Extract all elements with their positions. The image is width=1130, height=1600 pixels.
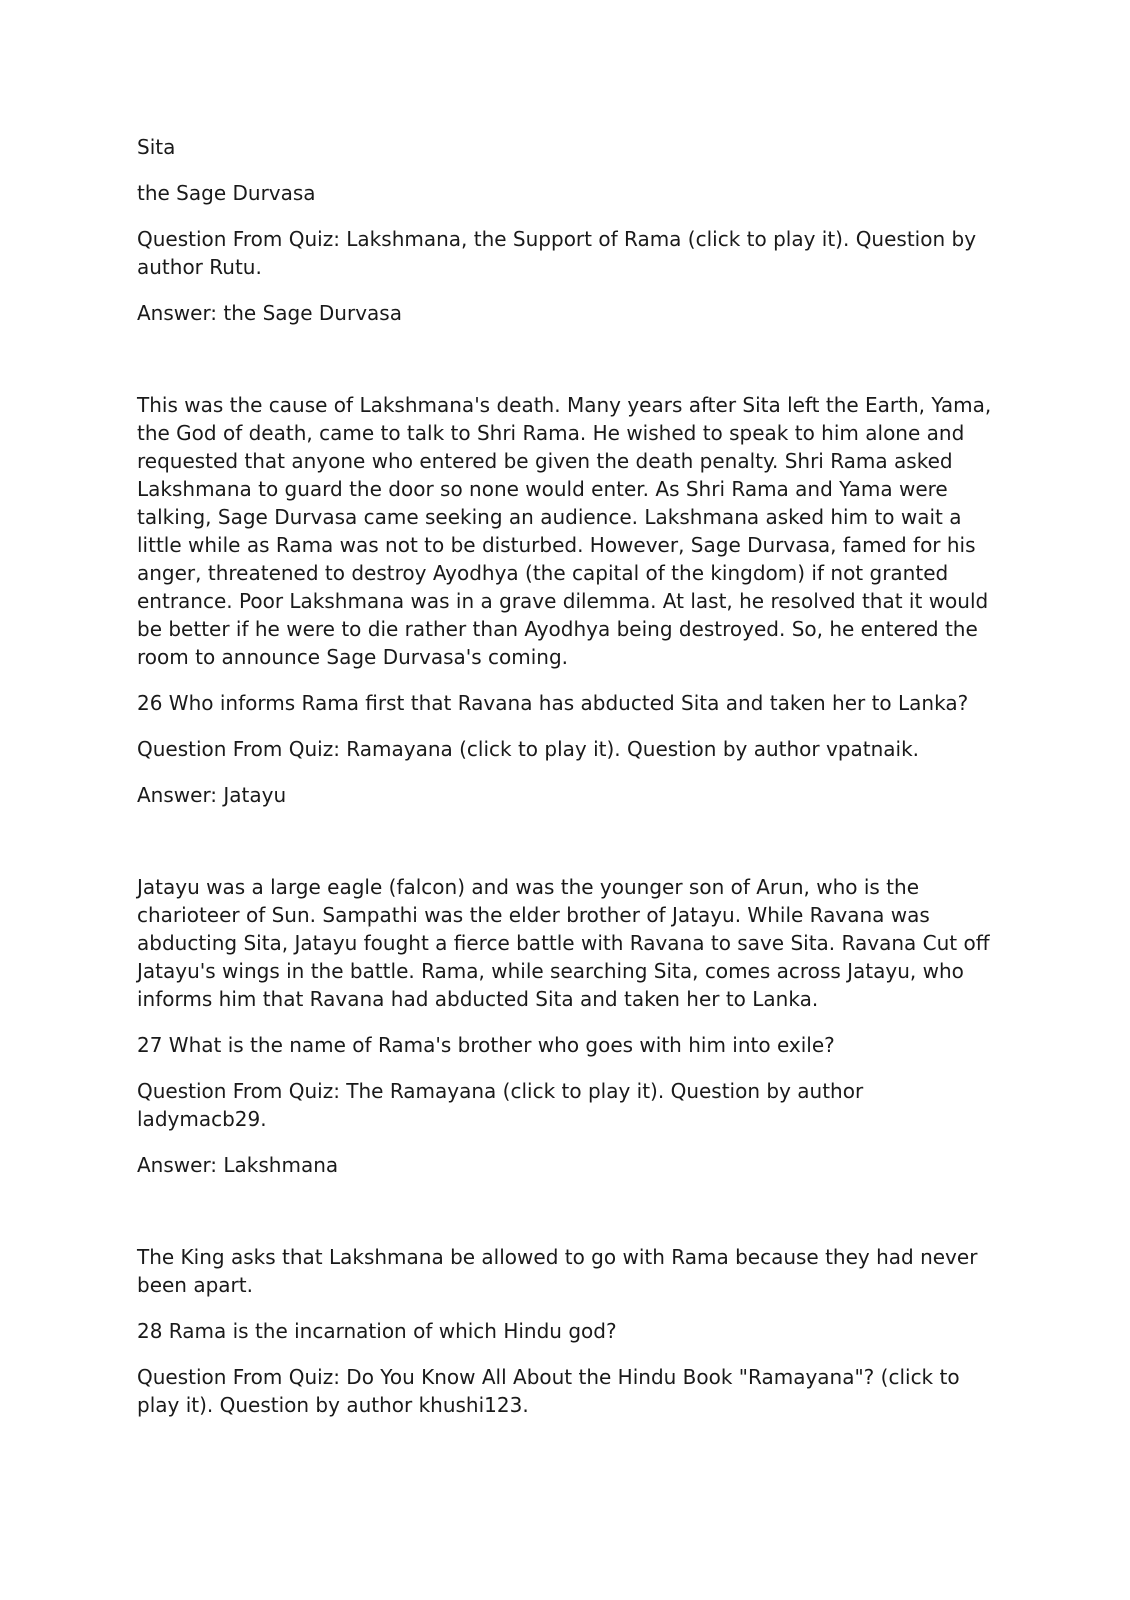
paragraph-quiz-source: Question From Quiz: Lakshmana, the Support of Rama (click to play it). Question by author Rutu.	[137, 227, 977, 279]
paragraph-answer-choice: the Sage Durvasa	[137, 181, 316, 205]
paragraph-answer: Answer: the Sage Durvasa	[137, 301, 402, 325]
paragraph-answer-heading: Sita	[137, 135, 176, 159]
paragraph-explanation: This was the cause of Lakshmana's death. Many years after Sita left the Earth, Yama, the God of death, came to talk to Shri Rama. He wished to speak to him alone and requested that anyone who entered be given the death penalty. Shri Rama asked Lakshmana to guard the door so none would enter. As Shri Rama and Yama were talking, Sage Durvasa came seeking an audience. Lakshmana asked him to wait a little while as Rama was not to be disturbed. However, Sage Durvasa, famed for his anger, threatened to destroy Ayodhya (the capital of the kingdom) if not granted entrance. Poor Lakshmana was in a grave dilemma. At last, he resolved that it would be better if he were to die rather than Ayodhya being destroyed. So, he entered the room to announce Sage Durvasa's coming.	[137, 393, 992, 669]
paragraph-question-28: 28 Rama is the incarnation of which Hindu god?	[137, 1319, 617, 1343]
document-page	[137, 133, 999, 1437]
paragraph-answer: Answer: Jatayu	[137, 783, 287, 807]
section-spacer	[137, 827, 999, 873]
paragraph-question-26: 26 Who informs Rama first that Ravana has abducted Sita and taken her to Lanka?	[137, 691, 969, 715]
paragraph-quiz-source: Question From Quiz: Do You Know All About the Hindu Book "Ramayana"? (click to play it). Question by author khushi123.	[137, 1365, 960, 1417]
paragraph-question-27: 27 What is the name of Rama's brother who goes with him into exile?	[137, 1033, 835, 1057]
section-spacer	[137, 345, 999, 391]
paragraph-explanation: The King asks that Lakshmana be allowed to go with Rama because they had never been apart.	[137, 1245, 978, 1297]
section-spacer	[137, 1197, 999, 1243]
paragraph-explanation: Jatayu was a large eagle (falcon) and was the younger son of Arun, who is the charioteer of Sun. Sampathi was the elder brother of Jatayu. While Ravana was abducting Sita, Jatayu fought a fierce battle with Ravana to save Sita. Ravana Cut off Jatayu's wings in the battle. Rama, while searching Sita, comes across Jatayu, who informs him that Ravana had abducted Sita and taken her to Lanka.	[137, 875, 990, 1011]
paragraph-quiz-source: Question From Quiz: The Ramayana (click to play it). Question by author ladymacb29.	[137, 1079, 864, 1131]
paragraph-answer: Answer: Lakshmana	[137, 1153, 339, 1177]
paragraph-quiz-source: Question From Quiz: Ramayana (click to play it). Question by author vpatnaik.	[137, 737, 920, 761]
